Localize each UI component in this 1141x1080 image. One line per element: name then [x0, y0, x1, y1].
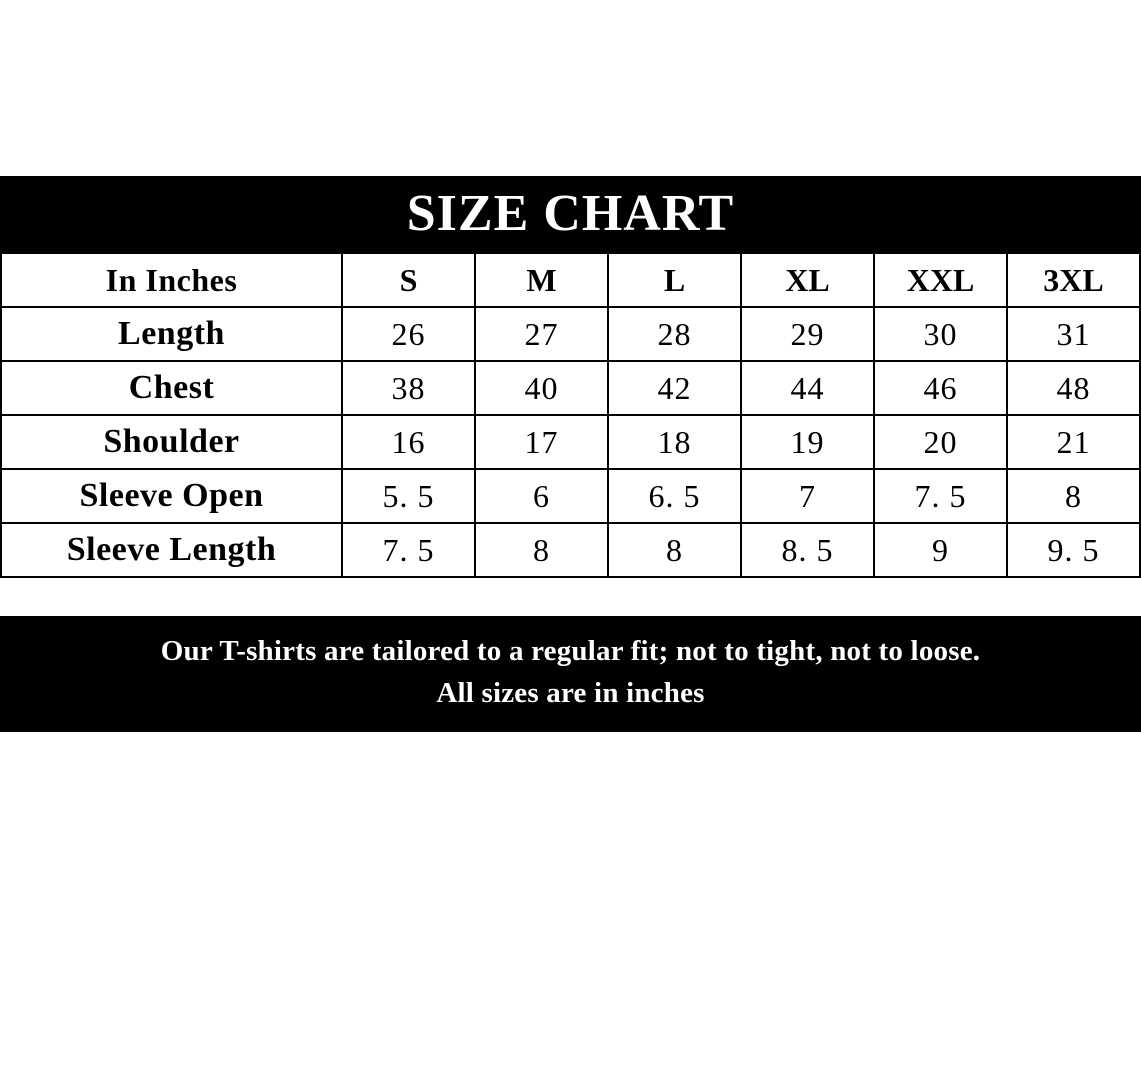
cell-sleeve-length-xl: 8. 5	[741, 523, 874, 577]
column-header-l: L	[608, 253, 741, 307]
column-header-s: S	[342, 253, 475, 307]
cell-sleeve-open-m: 6	[475, 469, 608, 523]
cell-sleeve-open-xxl: 7. 5	[874, 469, 1007, 523]
cell-shoulder-m: 17	[475, 415, 608, 469]
fit-note-line-1: Our T-shirts are tailored to a regular fit; not to tight, not to loose.	[160, 635, 981, 667]
cell-length-s: 26	[342, 307, 475, 361]
table-row	[1, 307, 1140, 361]
row-label-length: Length	[1, 307, 342, 361]
row-label-sleeve-open: Sleeve Open	[1, 469, 342, 523]
column-header-xl: XL	[741, 253, 874, 307]
row-label-sleeve-length: Sleeve Length	[1, 523, 342, 577]
chart-title-bar	[0, 176, 1141, 252]
column-header-xxl: XXL	[874, 253, 1007, 307]
size-chart-table	[0, 252, 1141, 578]
cell-sleeve-open-l: 6. 5	[608, 469, 741, 523]
cell-length-xl: 29	[741, 307, 874, 361]
cell-chest-xl: 44	[741, 361, 874, 415]
cell-sleeve-length-3xl: 9. 5	[1007, 523, 1140, 577]
cell-chest-m: 40	[475, 361, 608, 415]
cell-length-3xl: 31	[1007, 307, 1140, 361]
cell-shoulder-xl: 19	[741, 415, 874, 469]
fit-note-bar	[0, 616, 1141, 732]
cell-sleeve-open-3xl: 8	[1007, 469, 1140, 523]
cell-sleeve-length-m: 8	[475, 523, 608, 577]
cell-chest-s: 38	[342, 361, 475, 415]
cell-shoulder-xxl: 20	[874, 415, 1007, 469]
column-header-3xl: 3XL	[1007, 253, 1140, 307]
table-row	[1, 361, 1140, 415]
row-label-shoulder: Shoulder	[1, 415, 342, 469]
cell-shoulder-s: 16	[342, 415, 475, 469]
size-chart	[0, 176, 1141, 732]
cell-sleeve-length-s: 7. 5	[342, 523, 475, 577]
fit-note-line-2: All sizes are in inches	[436, 677, 705, 710]
cell-length-l: 28	[608, 307, 741, 361]
cell-chest-l: 42	[608, 361, 741, 415]
cell-length-xxl: 30	[874, 307, 1007, 361]
column-header-m: M	[475, 253, 608, 307]
row-label-chest: Chest	[1, 361, 342, 415]
unit-label-cell: In Inches	[1, 253, 342, 307]
cell-length-m: 27	[475, 307, 608, 361]
table-row	[1, 523, 1140, 577]
cell-chest-3xl: 48	[1007, 361, 1140, 415]
table-row	[1, 415, 1140, 469]
page-title: SIZE CHART	[406, 185, 735, 242]
cell-shoulder-3xl: 21	[1007, 415, 1140, 469]
table-header-row	[1, 253, 1140, 307]
cell-sleeve-length-xxl: 9	[874, 523, 1007, 577]
cell-sleeve-open-xl: 7	[741, 469, 874, 523]
cell-chest-xxl: 46	[874, 361, 1007, 415]
cell-sleeve-open-s: 5. 5	[342, 469, 475, 523]
table-row	[1, 469, 1140, 523]
cell-shoulder-l: 18	[608, 415, 741, 469]
cell-sleeve-length-l: 8	[608, 523, 741, 577]
